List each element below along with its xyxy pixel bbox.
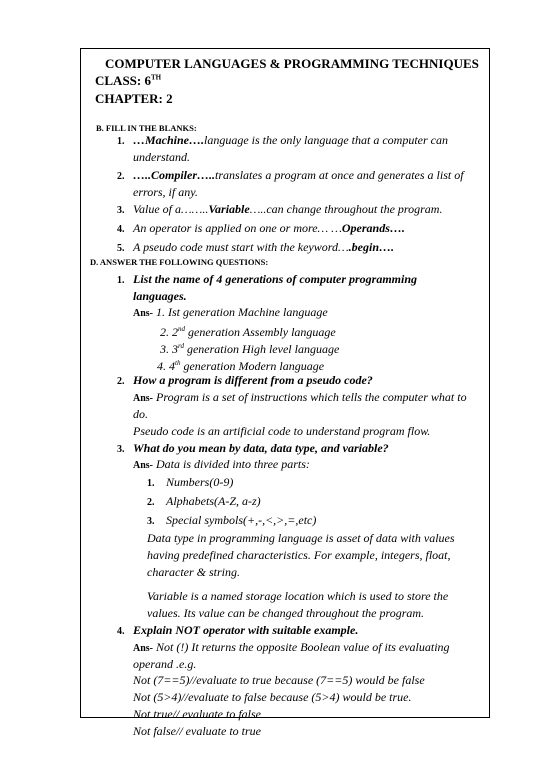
blank-item-3: Value of a……..Variable…..can change throughout the program. [133, 202, 443, 216]
item-number: 4. [117, 224, 125, 235]
variable-line1: Variable is a named storage location which is used to store the [147, 589, 449, 603]
answer-4-line6: Not false// evaluate to true [133, 724, 261, 738]
data-type-line2: having predefined characteristics. For example, integers, float, [147, 548, 451, 562]
question-number: 4. [117, 626, 125, 637]
data-type-line3: character & string. [147, 565, 240, 579]
blank-item-1-line2: understand. [133, 150, 190, 164]
answer-1-line2: 2. 2nd generation Assembly language [160, 325, 336, 339]
answer-4-line4: Not (5>4)//evaluate to false because (5>4) would be true. [133, 690, 412, 704]
list-item-alphabets: Alphabets(A-Z, a-z) [166, 494, 261, 508]
answer-1-line4: 4. 4th generation Modern language [157, 359, 325, 373]
class-label: CLASS: 6TH [95, 73, 162, 88]
list-item-numbers: Numbers(0-9) [166, 475, 234, 489]
blank-item-2-line2: errors, if any. [133, 185, 198, 199]
blank-item-1-line1: …Machine….language is the only language that a computer can [133, 133, 448, 147]
section-d-heading: D. ANSWER THE FOLLOWING QUESTIONS: [90, 257, 269, 267]
variable-line2: values. Its value can be changed throughout the program. [147, 606, 425, 620]
question-number: 3. [117, 444, 125, 455]
item-number: 3. [117, 205, 125, 216]
answer-1-line3: 3. 3rd generation High level language [160, 342, 340, 356]
data-type-line1: Data type in programming language is asset of data with values [147, 531, 455, 545]
document-title: COMPUTER LANGUAGES & PROGRAMMING TECHNIQUES [105, 56, 479, 71]
question-number: 1. [117, 275, 125, 286]
answer-2-line3: Pseudo code is an artificial code to understand program flow. [133, 424, 431, 438]
section-b-heading: B. FILL IN THE BLANKS: [96, 123, 197, 133]
answer-2-line1: Ans- Program is a set of instructions which tells the computer what to [133, 390, 467, 404]
blank-item-4: An operator is applied on one or more… …Operands…. [133, 221, 405, 235]
answer-4-line3: Not (7==5)//evaluate to true because (7==5) would be false [133, 673, 425, 687]
chapter-label: CHAPTER: 2 [95, 91, 173, 106]
answer-1-line1: Ans- 1. Ist generation Machine language [133, 305, 328, 319]
question-4: Explain NOT operator with suitable example. [133, 623, 359, 637]
answer-4-line5: Not true// evaluate to false [133, 707, 261, 721]
question-1-line2: languages. [133, 289, 187, 303]
question-3: What do you mean by data, data type, and variable? [133, 441, 389, 455]
question-1-line1: List the name of 4 generations of computer programming [133, 272, 418, 286]
answer-3-line1: Ans- Data is divided into three parts: [133, 457, 310, 471]
list-number: 2. [147, 497, 155, 508]
item-number: 2. [117, 171, 125, 182]
question-number: 2. [117, 376, 125, 387]
question-2: How a program is different from a pseudo code? [133, 373, 373, 387]
blank-item-5: A pseudo code must start with the keyword….begin…. [133, 240, 394, 254]
answer-4-line1: Ans- Not (!) It returns the opposite Boolean value of its evaluating [133, 640, 450, 654]
item-number: 1. [117, 136, 125, 147]
item-number: 5. [117, 243, 125, 254]
list-number: 1. [147, 478, 155, 489]
list-item-symbols: Special symbols(+,-,<,>,=,etc) [166, 513, 317, 527]
list-number: 3. [147, 516, 155, 527]
blank-item-2-line1: …..Compiler…..translates a program at once and generates a list of [133, 168, 464, 182]
answer-2-line2: do. [133, 407, 148, 421]
answer-4-line2: operand .e.g. [133, 657, 197, 671]
